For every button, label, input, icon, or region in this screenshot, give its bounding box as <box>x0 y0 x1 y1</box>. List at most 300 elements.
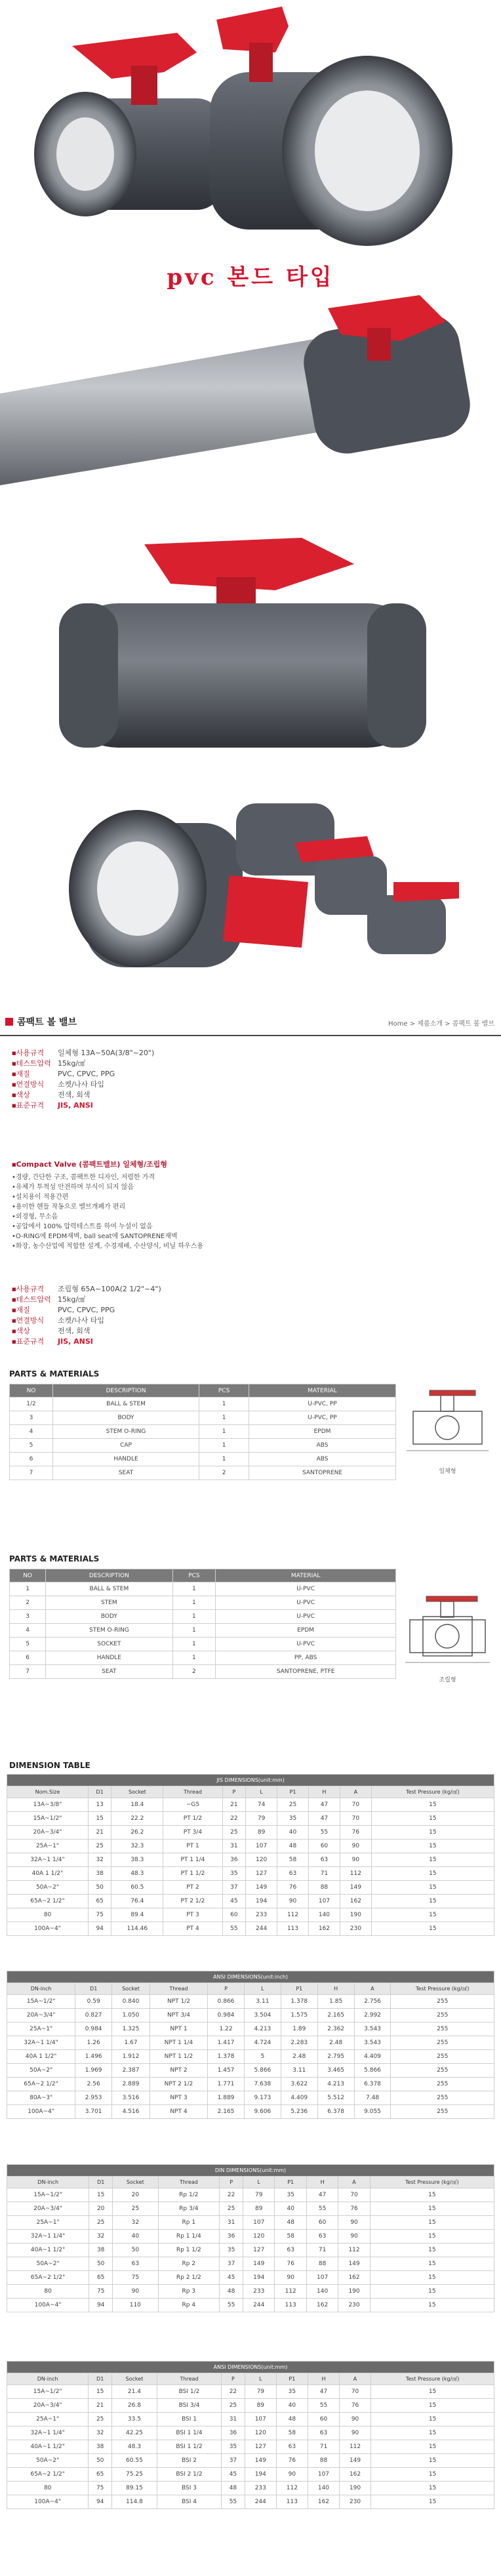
table-cell: 50A~2" <box>7 2064 75 2078</box>
table-cell: 107 <box>308 2468 339 2482</box>
spec-list-2 <box>12 1284 161 1347</box>
table-cell: 55 <box>306 2202 338 2216</box>
table-cell: 255 <box>391 2009 494 2023</box>
table-cell: 25 <box>277 1798 309 1812</box>
column-header: DN-inch <box>7 1983 75 1995</box>
table-cell: 1.378 <box>281 1995 317 2009</box>
spec-key: ■ 테스트압력 <box>12 1295 58 1305</box>
table-cell: 7 <box>10 1665 46 1679</box>
table-cell: STEM O-RING <box>52 1425 199 1439</box>
table-cell: 113 <box>276 2495 308 2509</box>
parts-title-1: PARTS & MATERIALS <box>9 1369 100 1379</box>
table-cell: Rp 2 <box>158 2257 220 2271</box>
table-cell: 65A~2 1/2" <box>7 2468 89 2482</box>
table-cell: SEAT <box>52 1466 199 1480</box>
dimension-table-ansi-inch <box>7 1971 494 2119</box>
table-cell: 9.055 <box>354 2105 391 2119</box>
table-cell: 65A~2 1/2" <box>7 2078 75 2091</box>
table-cell: 120 <box>246 1853 277 1867</box>
table-cell: 55 <box>222 2495 245 2509</box>
spec-value: PVC, CPVC, PPG <box>58 1070 115 1078</box>
table-cell: 5.512 <box>317 2091 354 2105</box>
table-cell: 45 <box>222 1895 246 1908</box>
table-row <box>7 1826 494 1840</box>
table-cell: 255 <box>391 2064 494 2078</box>
table-cell: 89 <box>243 2202 275 2216</box>
table-cell: 20A~3/4" <box>7 1826 89 1840</box>
table-cell: 114.8 <box>112 2495 157 2509</box>
table-cell: 90 <box>340 2413 371 2426</box>
table-cell: 120 <box>243 2230 275 2244</box>
table-cell: 4.213 <box>317 2078 354 2091</box>
table-cell: 1 <box>199 1425 249 1439</box>
table-row <box>7 1853 494 1867</box>
table-cell: 140 <box>306 2285 338 2299</box>
table-cell: 15 <box>371 1798 494 1812</box>
table-cell: 255 <box>391 2091 494 2105</box>
spec-row <box>12 1048 154 1058</box>
table-cell: 35 <box>276 2385 308 2399</box>
table-cell: 75 <box>89 2285 113 2299</box>
table-cell: 1.050 <box>112 2009 150 2023</box>
table-cell: 75 <box>89 2482 112 2495</box>
column-header: Test Pressure (kg/㎠) <box>371 2373 494 2385</box>
table-cell: PT 1 <box>163 1840 222 1853</box>
table-cell: 21.4 <box>112 2385 157 2399</box>
table-row <box>7 2230 494 2244</box>
feature-line: •공압에서 100% 압력테스트를 하여 누설이 없음 <box>12 1222 153 1230</box>
table-row <box>10 1398 396 1411</box>
table-cell: 58 <box>277 1853 309 1867</box>
table-cell: 90 <box>338 2216 370 2230</box>
table-cell: 15A~1/2" <box>7 2385 89 2399</box>
table-cell: 7 <box>10 1466 53 1480</box>
table-cell: NPT 1 1/4 <box>150 2036 207 2050</box>
table-cell: 233 <box>245 2482 276 2495</box>
table-row <box>7 1812 494 1826</box>
table-cell: 50A~2" <box>7 2454 89 2468</box>
table-cell: 4.409 <box>354 2050 391 2064</box>
table-header-row <box>10 1384 396 1398</box>
table-cell: 107 <box>246 1840 277 1853</box>
table-cell: 75 <box>113 2271 158 2285</box>
column-header: P <box>222 2373 245 2385</box>
table-row <box>7 2482 494 2495</box>
column-header: A <box>354 1983 391 1995</box>
table-row <box>7 2271 494 2285</box>
column-header: D1 <box>75 1983 112 1995</box>
table-row <box>7 1840 494 1853</box>
table-cell: 58 <box>275 2230 306 2244</box>
column-header: A <box>340 1786 371 1798</box>
table-cell: 15 <box>370 2299 494 2312</box>
table-cell: 194 <box>246 1895 277 1908</box>
spec-value: 일체형 13A~50A(3/8"~20") <box>58 1049 155 1057</box>
column-header-row <box>7 2373 494 2385</box>
table-cell: 40 <box>275 2202 306 2216</box>
table-cell: 255 <box>391 2105 494 2119</box>
table-cell: 15 <box>371 2426 494 2440</box>
spec-row <box>12 1305 161 1316</box>
table-cell: 65 <box>88 1895 111 1908</box>
table-cell: HANDLE <box>52 1453 199 1466</box>
table-cell: 15 <box>370 2188 494 2202</box>
table-cell: PT 3/4 <box>163 1826 222 1840</box>
table-cell: 5 <box>244 2050 281 2064</box>
table-row <box>10 1582 396 1596</box>
table-cell: 15 <box>371 1826 494 1840</box>
table-cell: 35 <box>222 1867 246 1881</box>
table-cell: 255 <box>391 2036 494 2050</box>
column-header: PCS <box>199 1384 249 1398</box>
spec-list-1 <box>12 1048 154 1111</box>
table-cell: 255 <box>391 2050 494 2064</box>
spec-row <box>12 1326 161 1337</box>
table-row <box>7 2413 494 2426</box>
column-header: Nom.Size <box>7 1786 89 1798</box>
table-cell: EPDM <box>216 1624 396 1638</box>
table-cell: 45 <box>220 2271 243 2285</box>
table-cell: 15 <box>371 2399 494 2413</box>
table-cell: 90 <box>340 1840 371 1853</box>
column-header: D1 <box>88 1786 111 1798</box>
spec-value: 15kg/㎠ <box>58 1059 86 1068</box>
table-cell: 75.25 <box>112 2468 157 2482</box>
table-cell: Rp 3/4 <box>158 2202 220 2216</box>
spec-value: JIS, ANSI <box>58 1101 93 1110</box>
table-cell: 37 <box>220 2257 243 2271</box>
parts-title-2: PARTS & MATERIALS <box>9 1554 100 1563</box>
table-cell: 0.984 <box>208 2009 245 2023</box>
table-cell: 190 <box>338 2285 370 2299</box>
table-cell: 1.912 <box>112 2050 150 2064</box>
table-cell: 9.173 <box>244 2091 281 2105</box>
table-cell: 25 <box>222 1826 246 1840</box>
parts-table-2 <box>9 1569 396 1679</box>
dimension-table-din <box>7 2164 494 2312</box>
table-cell: 70 <box>340 2385 371 2399</box>
table-cell: 233 <box>246 1908 277 1922</box>
table-cell: 162 <box>340 2468 371 2482</box>
spec-key: ■ 연결방식 <box>12 1079 58 1090</box>
spec-row <box>12 1316 161 1326</box>
table-cell: 38 <box>89 2440 112 2454</box>
table-cell: BODY <box>52 1411 199 1425</box>
table-cell: 2 <box>172 1665 216 1679</box>
table-cell: NPT 1/2 <box>150 1995 207 2009</box>
table-cell: 21 <box>222 1798 246 1812</box>
table-cell: 15 <box>371 2440 494 2454</box>
table-cell: ~G5 <box>163 1798 222 1812</box>
table-cell: 25 <box>89 2413 112 2426</box>
table-cell: 33.5 <box>112 2413 157 2426</box>
table-cell: 60 <box>222 1908 246 1922</box>
table-row <box>7 1922 494 1936</box>
spec-key: ■ 재질 <box>12 1305 58 1316</box>
table-cell: 40A~1 1/2" <box>7 2440 89 2454</box>
table-cell: Rp 1/2 <box>158 2188 220 2202</box>
table-cell: 255 <box>391 2078 494 2091</box>
table-cell: 31 <box>220 2216 243 2230</box>
table-cell: SANTOPRENE, PTFE <box>216 1665 396 1679</box>
table-row <box>7 2023 494 2036</box>
table-cell: 127 <box>246 1867 277 1881</box>
table-cell: 90 <box>277 1895 309 1908</box>
table-cell: 25 <box>113 2202 158 2216</box>
table-header-row <box>10 1569 396 1582</box>
table-row <box>7 2078 494 2091</box>
feature-line: •화장, 농수산업에 적합한 설계, 수경재배, 수산양식, 비닐 하우스용 <box>12 1242 204 1250</box>
table-row <box>7 2399 494 2413</box>
table-cell: 25A~1" <box>7 2216 89 2230</box>
table-cell: 40A 1 1/2" <box>7 1867 89 1881</box>
table-cell: PT 1 1/2 <box>163 1867 222 1881</box>
table-cell: 6 <box>10 1453 53 1466</box>
table-cell: 76 <box>276 2454 308 2468</box>
table-cell: 60 <box>306 2216 338 2230</box>
table-cell: 4 <box>10 1624 46 1638</box>
table-cell: 6.378 <box>354 2078 391 2091</box>
table-cell: 2.889 <box>112 2078 150 2091</box>
banner-title: pvc 본드 타입 <box>167 264 334 291</box>
table-cell: 20A~3/4" <box>7 2202 89 2216</box>
table-cell: 5 <box>10 1638 46 1651</box>
table-cell: 60 <box>308 1840 340 1853</box>
table-cell: 1.417 <box>208 2036 245 2050</box>
table-cell: 2.165 <box>317 2009 354 2023</box>
table-cell: 2.48 <box>281 2050 317 2064</box>
table-cell: 32A~1 1/4" <box>7 2426 89 2440</box>
column-header: P <box>208 1983 245 1995</box>
product-photo-single <box>0 538 501 754</box>
table-cell: 55 <box>308 1826 340 1840</box>
table-cell: 15 <box>371 1881 494 1895</box>
table-cell: 65A~2 1/2" <box>7 1895 89 1908</box>
table-cell: U-PVC <box>216 1596 396 1610</box>
table-cell: 38 <box>89 2244 113 2257</box>
table-cell: 50 <box>89 2257 113 2271</box>
table-cell: 65 <box>89 2271 113 2285</box>
table-cell: U-PVC <box>216 1582 396 1596</box>
column-header: A <box>338 2177 370 2188</box>
table-cell: 113 <box>277 1922 309 1936</box>
column-header: DN-inch <box>7 2373 89 2385</box>
column-header: H <box>317 1983 354 1995</box>
feature-line: •용이한 핸들 작동으로 밸브개폐가 편리 <box>12 1203 126 1211</box>
column-header: H <box>308 2373 339 2385</box>
table-cell: 90 <box>340 2426 371 2440</box>
table-cell: 25 <box>222 2399 245 2413</box>
table-cell: 4.409 <box>281 2091 317 2105</box>
table-cell: 1.67 <box>112 2036 150 2050</box>
column-header-row <box>7 1983 494 1995</box>
table-cell: 2.165 <box>208 2105 245 2119</box>
table-cell: 18.4 <box>111 1798 163 1812</box>
table-cell: 5.236 <box>281 2105 317 2119</box>
table-cell: 36 <box>222 2426 245 2440</box>
table-cell: 94 <box>89 2495 112 2509</box>
table-cell: 113 <box>275 2299 306 2312</box>
table-cell: 50A~2" <box>7 1881 89 1895</box>
table-cell: BODY <box>46 1610 172 1624</box>
table-cell: 15 <box>371 1922 494 1936</box>
table-cell: BSI 3/4 <box>157 2399 221 2413</box>
table-cell: 48 <box>277 1840 309 1853</box>
table-cell: 127 <box>243 2244 275 2257</box>
table-cell: 107 <box>308 1895 340 1908</box>
table-cell: BSI 3 <box>157 2482 221 2495</box>
table-cell: NPT 1 <box>150 2023 207 2036</box>
table-cell: Rp 1 <box>158 2216 220 2230</box>
table-cell: U-PVC, PP <box>249 1398 396 1411</box>
column-header: P1 <box>277 1786 309 1798</box>
spec-row <box>12 1100 154 1111</box>
table-cell: 1.85 <box>317 1995 354 2009</box>
table-cell: 48 <box>276 2413 308 2426</box>
table-cell: 3 <box>10 1411 53 1425</box>
table-cell: 70 <box>340 1798 371 1812</box>
table-cell: 127 <box>245 2440 276 2454</box>
table-cell: 0.840 <box>112 1995 150 2009</box>
table-cell: 13 <box>88 1798 111 1812</box>
table-cell: 1 <box>172 1582 216 1596</box>
table-cell: 76 <box>340 2399 371 2413</box>
table-cell: 50 <box>113 2244 158 2257</box>
table-cell: HANDLE <box>46 1651 172 1665</box>
table-cell: 47 <box>306 2188 338 2202</box>
table-row <box>10 1439 396 1453</box>
feature-line: •경량, 간단한 구조, 콤팩트한 디자인, 저렴한 가격 <box>12 1173 155 1181</box>
table-cell: 1.89 <box>281 2023 317 2036</box>
column-header: A <box>340 2373 371 2385</box>
table-cell: 22.2 <box>111 1812 163 1826</box>
column-header: Thread <box>157 2373 221 2385</box>
table-cell: 1 <box>172 1596 216 1610</box>
diagram-caption: 조립형 <box>439 1677 456 1683</box>
column-header: Socket <box>113 2177 158 2188</box>
group-header: JIS DIMENSIONS(unit:mm) <box>7 1775 494 1786</box>
column-header: H <box>308 1786 340 1798</box>
table-cell: 107 <box>243 2216 275 2230</box>
spec-key: ■ 색상 <box>12 1326 58 1337</box>
table-cell: 6.378 <box>317 2105 354 2119</box>
table-cell: PT 4 <box>163 1922 222 1936</box>
table-cell: 15 <box>371 1908 494 1922</box>
table-row <box>10 1596 396 1610</box>
table-cell: 50 <box>88 1881 111 1895</box>
table-cell: 40A 1 1/2" <box>7 2050 75 2064</box>
table-cell: 3.11 <box>244 1995 281 2009</box>
table-cell: 15 <box>371 2482 494 2495</box>
table-cell: 15 <box>371 1853 494 1867</box>
table-cell: BALL & STEM <box>46 1582 172 1596</box>
table-cell: 20A~3/4" <box>7 2399 89 2413</box>
table-cell: 88 <box>308 2454 339 2468</box>
table-cell: 35 <box>220 2244 243 2257</box>
table-cell: 15 <box>371 2413 494 2426</box>
table-cell: SOCKET <box>46 1638 172 1651</box>
table-cell: 1 <box>172 1610 216 1624</box>
section-header <box>0 1010 501 1036</box>
table-cell: 1.26 <box>75 2036 112 2050</box>
table-cell: 1 <box>199 1411 249 1425</box>
table-row <box>10 1453 396 1466</box>
table-cell: 32 <box>89 2230 113 2244</box>
spec-row <box>12 1284 161 1295</box>
square-bullet-icon <box>5 1018 13 1026</box>
table-cell: 15 <box>370 2216 494 2230</box>
dimension-title: DIMENSION TABLE <box>9 1761 90 1770</box>
table-row <box>10 1466 396 1480</box>
table-cell: PT 1/2 <box>163 1812 222 1826</box>
table-cell: U-PVC <box>216 1610 396 1624</box>
table-cell: 3.543 <box>354 2023 391 2036</box>
column-header: D1 <box>89 2177 113 2188</box>
table-cell: STEM O-RING <box>46 1624 172 1638</box>
table-cell: 3.543 <box>354 2036 391 2050</box>
table-cell: 55 <box>220 2299 243 2312</box>
table-row <box>7 2385 494 2399</box>
page-title: 콤팩트 볼 밸브 <box>17 1017 77 1028</box>
column-header: P1 <box>281 1983 317 1995</box>
spec-row <box>12 1337 161 1347</box>
column-header: Socket <box>111 1786 163 1798</box>
table-cell: 0.59 <box>75 1995 112 2009</box>
table-cell: STEM <box>46 1596 172 1610</box>
table-cell: 255 <box>391 1995 494 2009</box>
table-row <box>7 2454 494 2468</box>
table-cell: 1.496 <box>75 2050 112 2064</box>
product-photo-pair <box>0 0 501 256</box>
table-cell: 0.827 <box>75 2009 112 2023</box>
table-cell: 32 <box>88 1853 111 1867</box>
spec-value: 조립형 65A~100A(2 1/2"~4") <box>58 1285 161 1293</box>
table-cell: 15 <box>370 2230 494 2244</box>
table-cell: 21 <box>89 2399 112 2413</box>
table-row <box>7 2299 494 2312</box>
column-header: L <box>245 2373 276 2385</box>
table-cell: 233 <box>243 2285 275 2299</box>
table-cell: 90 <box>276 2468 308 2482</box>
table-cell: 15 <box>371 2385 494 2399</box>
table-cell: 194 <box>243 2271 275 2285</box>
breadcrumb[interactable]: Home > 제품소개 > 콤팩트 볼 밸브 <box>388 1020 494 1028</box>
table-cell: 149 <box>340 2454 371 2468</box>
column-header: MATERIAL <box>216 1569 396 1582</box>
table-cell: SEAT <box>46 1665 172 1679</box>
table-cell: 1.325 <box>112 2023 150 2036</box>
table-cell: 190 <box>340 1908 371 1922</box>
table-cell: 230 <box>338 2299 370 2312</box>
table-cell: 38.3 <box>111 1853 163 1867</box>
table-cell: BSI 1 <box>157 2413 221 2426</box>
column-header-row <box>7 2177 494 2188</box>
table-cell: 47 <box>308 1798 340 1812</box>
table-cell: NPT 1 1/2 <box>150 2050 207 2064</box>
table-cell: 1 <box>199 1453 249 1466</box>
table-cell: 58 <box>276 2426 308 2440</box>
table-cell: 32A~1 1/4" <box>7 2036 75 2050</box>
table-cell: 37 <box>222 1881 246 1895</box>
table-row <box>7 2426 494 2440</box>
table-cell: NPT 2 <box>150 2064 207 2078</box>
table-cell: BSI 1 1/4 <box>157 2426 221 2440</box>
table-cell: 74 <box>246 1798 277 1812</box>
table-cell: 149 <box>338 2257 370 2271</box>
table-cell: PP, ABS <box>216 1651 396 1665</box>
table-cell: 15A~1/2" <box>7 1995 75 2009</box>
table-cell: 15 <box>370 2257 494 2271</box>
